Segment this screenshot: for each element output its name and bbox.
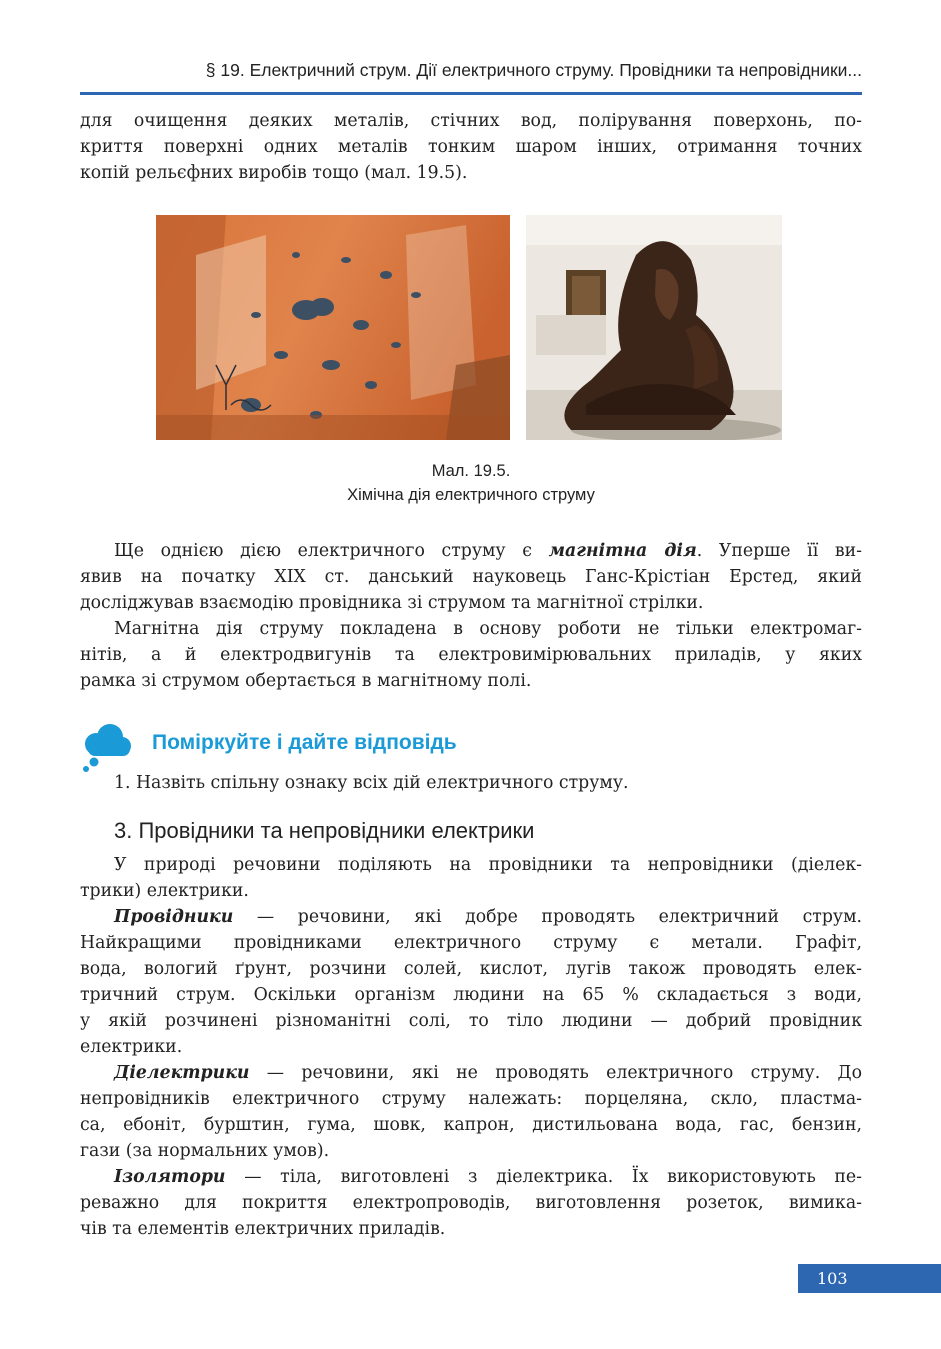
header-divider <box>80 92 862 95</box>
term-conductors: Провідники <box>114 907 234 927</box>
text-line: реважно для покриття електропроводів, виготовлення розеток, вимика- <box>80 1193 862 1213</box>
text-line: криття поверхні одних металів тонким шаром інших, отримання точних <box>80 137 862 157</box>
term-magnetic-action: магнітна дія <box>548 541 697 561</box>
text-line: чів та елементів електричних приладів. <box>80 1219 446 1239</box>
question-list <box>80 770 862 796</box>
text-line: електрики. <box>80 1037 183 1057</box>
text-fragment: — речовини, які не проводять електричного струму. До <box>249 1063 862 1083</box>
page-number-badge <box>798 1264 941 1293</box>
insulators-paragraph <box>80 1164 862 1242</box>
conductors-paragraph <box>80 904 862 1060</box>
text-line: рамка зі струмом обертається в магнітному полі. <box>80 671 532 691</box>
bronze-sculpture-photo <box>526 215 782 440</box>
term-insulators: Ізолятори <box>114 1167 226 1187</box>
text-line: У природі речовини поділяють на провідники та непровідники (діелек- <box>114 855 862 875</box>
text-line: Магнітна дія струму покладена в основу роботи не тільки електромаг- <box>114 619 862 639</box>
intro-paragraph <box>80 108 862 186</box>
section3-intro-paragraph <box>80 852 862 904</box>
section-heading: 3. Провідники та непровідники електрики <box>114 818 535 843</box>
text-line: тричний струм. Оскільки організм людини на 65 % складається з води, <box>80 985 862 1005</box>
text-line <box>80 1060 862 1086</box>
question-item: 1. Назвіть спільну ознаку всіх дій електричного струму. <box>114 773 629 793</box>
text-line: Найкращими провідниками електричного струму є метали. Графіт, <box>80 933 862 953</box>
figure-number: Мал. 19.5. <box>431 462 511 480</box>
running-header: § 19. Електричний струм. Дії електричного струму. Провідники та непровідники... <box>205 60 862 80</box>
term-dielectrics: Діелектрики <box>114 1063 250 1083</box>
text-line <box>80 538 862 564</box>
text-line: непровідників електричного струму належать: порцеляна, скло, пластма- <box>80 1089 862 1109</box>
text-line: явив на початку XIX ст. данський науковець Ганс-Крістіан Ерстед, який <box>80 567 862 587</box>
page-number: 103 <box>817 1269 848 1288</box>
insect-display-photo <box>156 215 510 440</box>
text-line: копій рельєфних виробів тощо (мал. 19.5). <box>80 163 468 183</box>
text-line: для очищення деяких металів, стічних вод, полірування поверхонь, по- <box>80 111 862 131</box>
text-line: нітів, а й електродвигунів та електровимірювальних приладів, у яких <box>80 645 862 665</box>
text-line: вода, вологий ґрунт, розчини солей, кислот, лугів також проводять елек- <box>80 959 862 979</box>
magnetic-applications-paragraph <box>80 616 862 694</box>
thought-cloud-icon <box>80 722 134 774</box>
text-line <box>80 904 862 930</box>
text-line <box>80 1164 862 1190</box>
text-fragment: — тіла, виготовлені з діелектрика. Їх використовують пе- <box>225 1167 862 1187</box>
text-line: у якій розчинені різноманітні солі, то тіло людини — добрий провідник <box>80 1011 862 1031</box>
text-fragment: — речовини, які добре проводять електричний струм. <box>233 907 862 927</box>
text-line: са, ебоніт, бурштин, гума, шовк, капрон, дистильована вода, гас, бензин, <box>80 1115 862 1135</box>
text-line: досліджував взаємодію провідника зі струмом та магнітної стрілки. <box>80 593 704 613</box>
magnetic-paragraph <box>80 538 862 616</box>
figure-caption: Хімічна дія електричного струму <box>347 486 595 504</box>
dielectrics-paragraph <box>80 1060 862 1164</box>
text-line: трики) електрики. <box>80 881 249 901</box>
text-line: гази (за нормальних умов). <box>80 1141 330 1161</box>
text-fragment: . Уперше її ви- <box>696 541 862 561</box>
think-section-title: Поміркуйте і дайте відповідь <box>152 731 457 754</box>
text-fragment: Ще однією дією електричного струму є <box>114 541 549 561</box>
